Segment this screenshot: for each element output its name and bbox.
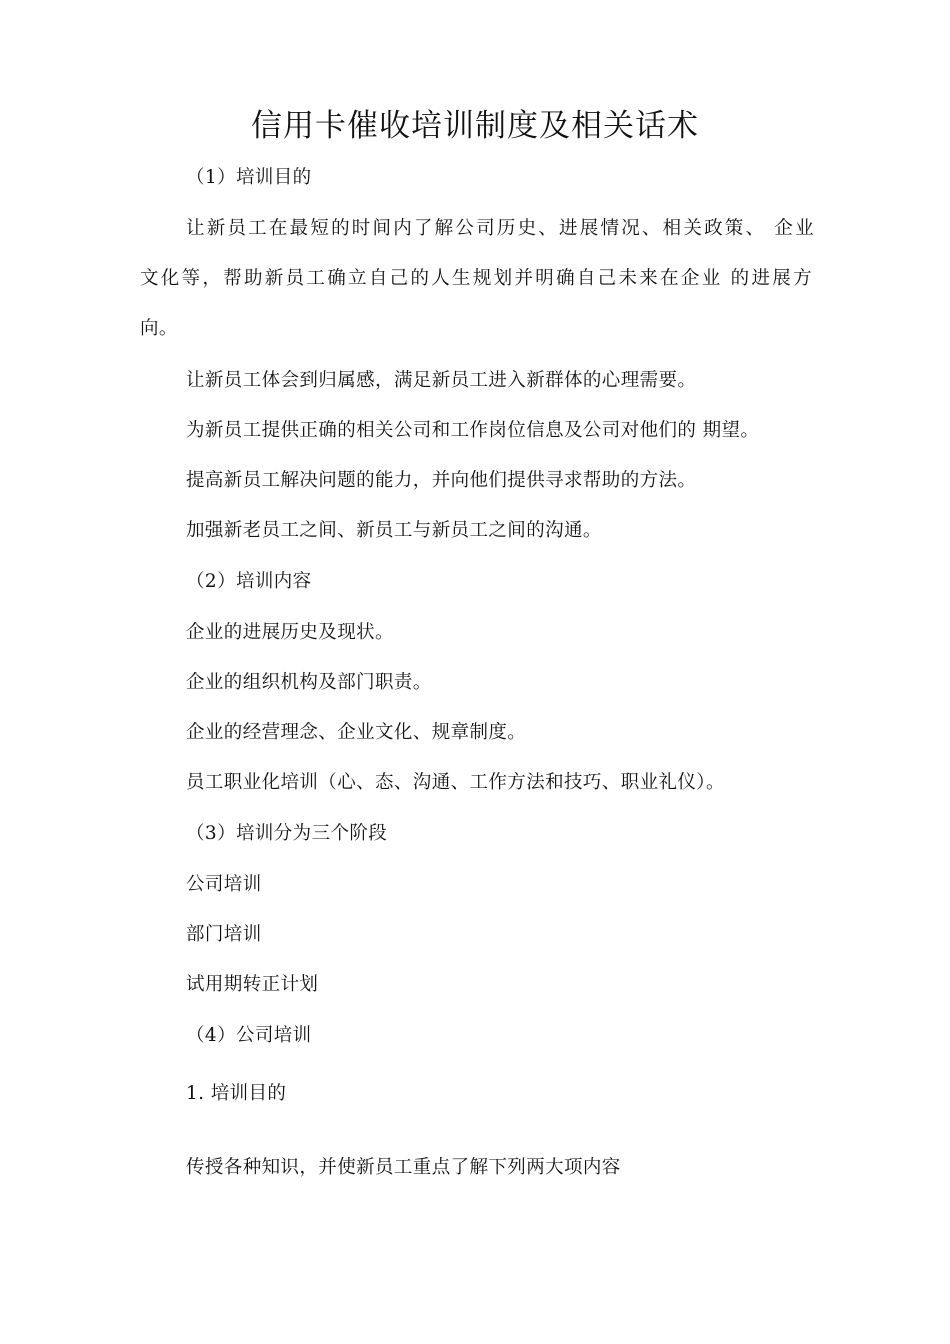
section-heading-1: （1）培训目的 [186,167,312,188]
document-title: 信用卡催收培训制度及相关话术 [251,108,699,144]
list-item: 企业的经营理念、企业文化、规章制度。 [186,722,527,743]
paragraph-line: 提高新员工解决问题的能力，并向他们提供寻求帮助的方法。 [186,470,697,491]
list-item: 公司培训 [186,874,262,895]
list-item: 企业的进展历史及现状。 [186,622,394,643]
paragraph-line: 文化等，帮助新员工确立自己的人生规划并明确自己未来在企业 的进展方 [140,268,812,289]
section-heading-2: （2）培训内容 [186,571,312,592]
paragraph-line: 让新员工在最短的时间内了解公司历史、进展情况、相关政策、 企业 [186,218,814,239]
section-heading-4: （4）公司培训 [186,1025,312,1046]
paragraph-line: 为新员工提供正确的相关公司和工作岗位信息及公司对他们的 期望。 [186,420,760,441]
list-item: 企业的组织机构及部门职责。 [186,672,432,693]
list-item: 员工职业化培训（心、态、沟通、工作方法和技巧、职业礼仪）。 [186,772,725,793]
paragraph-line: 向。 [140,318,178,339]
paragraph-line: 让新员工体会到归属感，满足新员工进入新群体的心理需要。 [186,370,697,391]
section-heading-3: （3）培训分为三个阶段 [186,823,388,844]
numbered-heading: 1. 培训目的 [186,1083,287,1104]
list-item: 试用期转正计划 [186,974,319,995]
paragraph-line: 传授各种知识，并使新员工重点了解下列两大项内容 [186,1157,621,1178]
list-item: 部门培训 [186,924,262,945]
paragraph-line: 加强新老员工之间、新员工与新员工之间的沟通。 [186,520,602,541]
